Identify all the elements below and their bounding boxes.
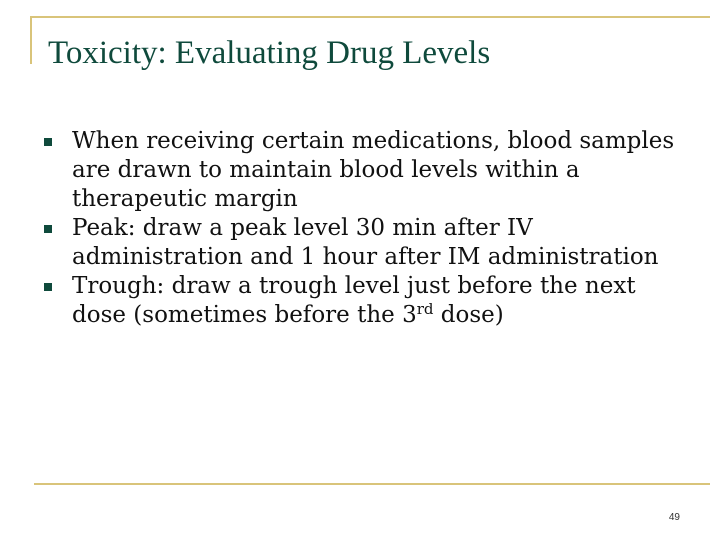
bullet-text: When receiving certain medications, blood samples are drawn to maintain blood levels within a therapeutic margin [72, 128, 675, 212]
square-bullet-icon [44, 225, 52, 233]
bullet-item [44, 272, 684, 330]
left-rule-line [30, 16, 32, 64]
square-bullet-icon [44, 138, 52, 146]
bullet-text-after: dose) [433, 302, 504, 328]
bottom-rule-line [34, 483, 710, 485]
page-number: 49 [668, 512, 680, 523]
ordinal-superscript: rd [416, 299, 434, 318]
bullet-text: Trough: draw a trough level just before the next dose (sometimes before the 3 [72, 273, 636, 328]
square-bullet-icon [44, 283, 52, 291]
bullet-list [44, 127, 684, 330]
bullet-text: Peak: draw a peak level 30 min after IV administration and 1 hour after IM administration [72, 215, 659, 270]
bullet-item [44, 127, 684, 214]
top-rule-line [30, 16, 710, 18]
bullet-item [44, 214, 684, 272]
slide-title: Toxicity: Evaluating Drug Levels [48, 35, 491, 71]
